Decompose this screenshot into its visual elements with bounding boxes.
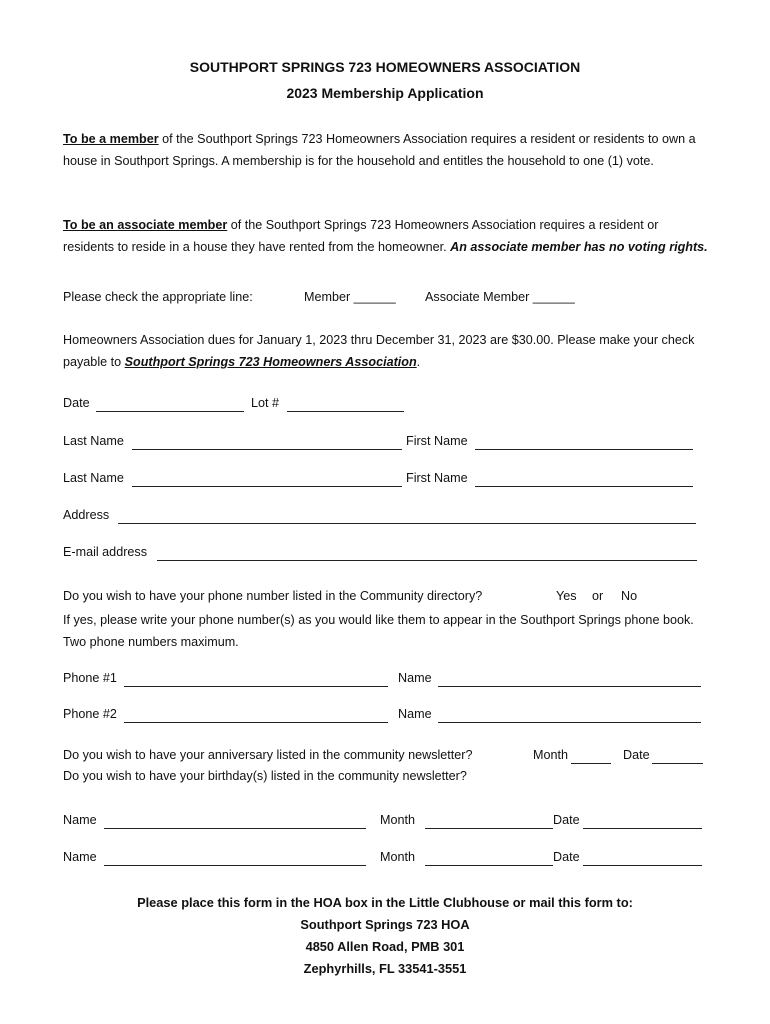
email-label: E-mail address — [63, 545, 147, 559]
directory-yes-option[interactable]: Yes — [556, 589, 577, 603]
email-field[interactable] — [157, 560, 697, 561]
birthday-month-label: Month — [380, 850, 416, 864]
first-name-field-1[interactable] — [475, 449, 693, 450]
directory-question: Do you wish to have your phone number listed in the Community directory? — [63, 589, 483, 603]
phone-2-name-field[interactable] — [438, 722, 701, 723]
last-name-field-2[interactable] — [132, 486, 402, 487]
birthday-question: Do you wish to have your birthday(s) listed in the community newsletter? — [63, 769, 467, 783]
document-title: SOUTHPORT SPRINGS 723 HOMEOWNERS ASSOCIATION — [189, 59, 581, 75]
birthday-1-name-field[interactable] — [104, 828, 366, 829]
birthday-month-label: Month — [380, 813, 416, 827]
phone-2-name-label: Name — [398, 707, 432, 721]
birthday-1-month-field[interactable] — [425, 828, 553, 829]
birthday-date-label: Date — [553, 850, 580, 864]
anniversary-month-field[interactable] — [571, 763, 611, 764]
member-paragraph — [63, 128, 708, 172]
lot-field[interactable] — [287, 411, 404, 412]
phone-2-label: Phone #2 — [63, 707, 117, 721]
first-name-field-2[interactable] — [475, 486, 693, 487]
dues-paragraph-body: Homeowners Association dues for January 1, 2023 thru December 31, 2023 are $30.00. Please make your check payable to — [63, 333, 695, 369]
last-name-label: Last Name — [63, 434, 124, 448]
birthday-1-date-field[interactable] — [583, 828, 702, 829]
anniversary-question: Do you wish to have your anniversary listed in the community newsletter? — [63, 748, 473, 762]
mailing-city: Zephyrhills, FL 33541-3551 — [303, 961, 467, 976]
address-label: Address — [63, 508, 110, 522]
mailing-instructions: Please place this form in the HOA box in the Little Clubhouse or mail this form to: — [137, 895, 633, 910]
birthday-2-date-field[interactable] — [583, 865, 702, 866]
phone-1-field[interactable] — [124, 686, 388, 687]
membership-type-prompt: Please check the appropriate line: — [63, 290, 253, 304]
phone-1-label: Phone #1 — [63, 671, 117, 685]
associate-paragraph-emphasis: An associate member has no voting rights. — [450, 240, 708, 254]
mailing-street: 4850 Allen Road, PMB 301 — [305, 939, 465, 954]
birthday-date-label: Date — [553, 813, 580, 827]
mailing-recipient: Southport Springs 723 HOA — [300, 917, 470, 932]
birthday-name-label: Name — [63, 850, 97, 864]
associate-member-checkline[interactable]: Associate Member ______ — [425, 290, 575, 304]
document-subtitle: 2023 Membership Application — [286, 85, 484, 101]
associate-paragraph — [63, 214, 708, 258]
birthday-name-label: Name — [63, 813, 97, 827]
first-name-label: First Name — [406, 471, 468, 485]
dues-paragraph — [63, 329, 708, 373]
phone-2-field[interactable] — [124, 722, 388, 723]
lot-label: Lot # — [251, 396, 280, 410]
phone-1-name-field[interactable] — [438, 686, 701, 687]
directory-instructions: If yes, please write your phone number(s) as you would like them to appear in the Southport Springs phone book. Two phone numbers maximum. — [63, 613, 694, 649]
associate-paragraph-body: of the Southport Springs 723 Homeowners Association requires a resident or residents to reside in a house they have rented from the homeowner. — [63, 218, 659, 254]
last-name-field-1[interactable] — [132, 449, 402, 450]
last-name-label: Last Name — [63, 471, 124, 485]
directory-or-text: or — [592, 589, 604, 603]
date-field[interactable] — [96, 411, 244, 412]
phone-1-name-label: Name — [398, 671, 432, 685]
dues-paragraph-end: . — [416, 355, 421, 369]
member-checkline[interactable]: Member ______ — [304, 290, 396, 304]
anniversary-date-label: Date — [623, 748, 650, 762]
birthday-2-month-field[interactable] — [425, 865, 553, 866]
birthday-2-name-field[interactable] — [104, 865, 366, 866]
anniversary-date-field[interactable] — [652, 763, 703, 764]
member-paragraph-lead: To be a member — [63, 132, 159, 146]
address-field[interactable] — [118, 523, 696, 524]
anniversary-month-label: Month — [533, 748, 569, 762]
dues-payee: Southport Springs 723 Homeowners Association — [124, 355, 417, 369]
date-label: Date — [63, 396, 90, 410]
associate-paragraph-lead: To be an associate member — [63, 218, 228, 232]
member-paragraph-body: of the Southport Springs 723 Homeowners Association requires a resident or residents to own a house in Southport Springs. A membership is for the household and entitles the household to one (1) vote. — [63, 132, 696, 168]
directory-no-option[interactable]: No — [621, 589, 638, 603]
first-name-label: First Name — [406, 434, 468, 448]
